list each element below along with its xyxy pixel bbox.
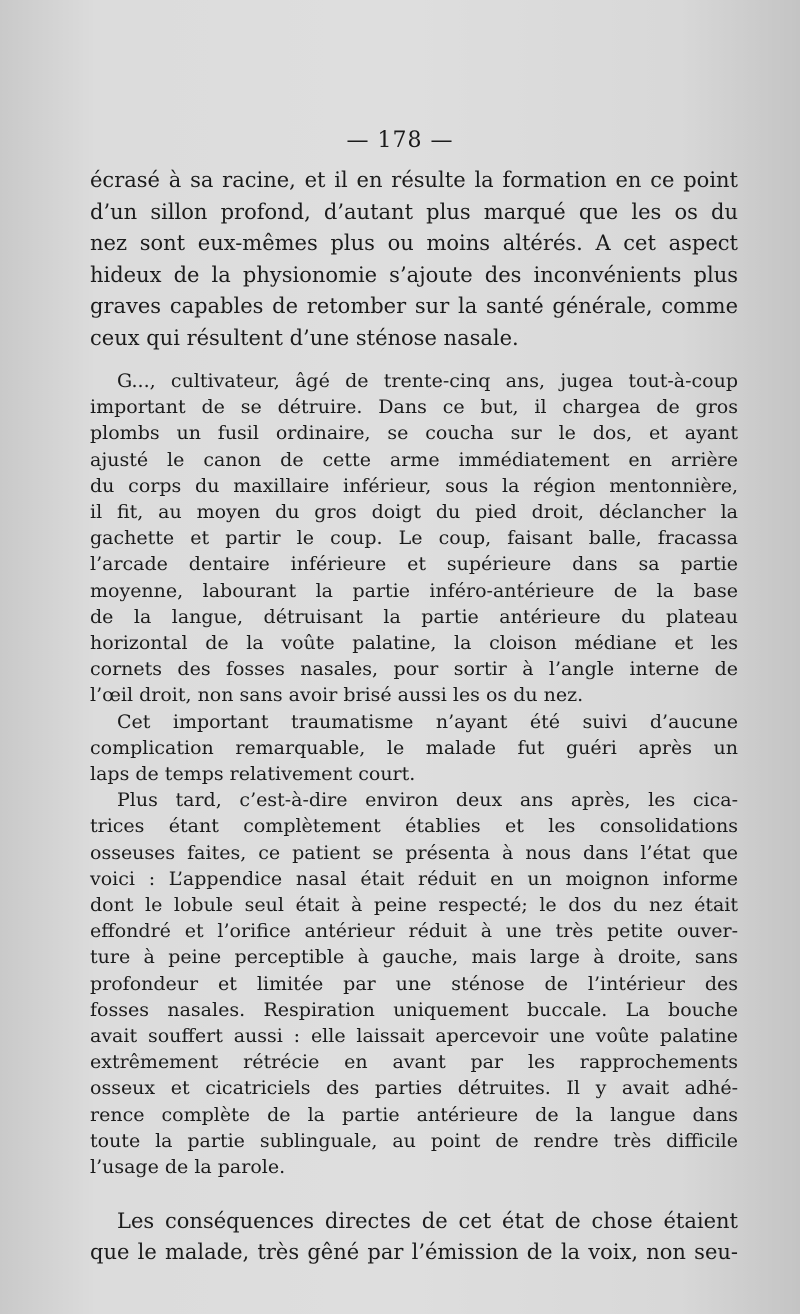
text-line: dont le lobule seul était à peine respecté; le dos du nez était (90, 894, 738, 917)
page-number: — 178 — (346, 128, 454, 153)
text-line: il fit, au moyen du gros doigt du pied droit, déclancher la (90, 501, 738, 524)
text-line: moyenne, labourant la partie inféro-antérieure de la base (90, 579, 738, 602)
text-line: ture à peine perceptible à gauche, mais large à droite, sans (90, 946, 738, 969)
text-line: complication remarquable, le malade fut guéri après un (90, 736, 738, 759)
text-line: effondré et l’orifice antérieur réduit à une très petite ouver- (90, 920, 738, 943)
paragraph-nasal-deformity (90, 165, 738, 354)
text-line: plombs un fusil ordinaire, se coucha sur le dos, et ayant (90, 422, 738, 445)
text-line: horizontal de la voûte palatine, la cloison médiane et les (90, 632, 738, 655)
text-line: important de se détruire. Dans ce but, il chargea de gros (90, 396, 738, 419)
text-line: que le malade, très gêné par l’émission de la voix, non seu- (90, 1240, 738, 1264)
text-line: trices étant complètement établies et les consolidations (90, 815, 738, 838)
text-line: l’œil droit, non sans avoir brisé aussi les os du nez. (90, 684, 584, 707)
text-line: cornets des fosses nasales, pour sortir à l’angle interne de (90, 658, 738, 681)
case-report (90, 368, 738, 1180)
text-line: du corps du maxillaire inférieur, sous la région mentonnière, (90, 474, 738, 497)
text-line: Les conséquences directes de cet état de chose étaient (117, 1209, 738, 1233)
text-line: extrêmement rétrécie en avant par les rapprochements (90, 1051, 738, 1074)
text-line: de la langue, détruisant la partie antérieure du plateau (90, 605, 738, 628)
text-line: graves capables de retomber sur la santé générale, comme (90, 294, 738, 318)
text-line: hideux de la physionomie s’ajoute des inconvénients plus (90, 262, 738, 287)
text-line: gachette et partir le coup. Le coup, faisant balle, fracassa (90, 527, 738, 550)
text-line: d’un sillon profond, d’autant plus marqué que les os du (90, 199, 738, 224)
text-line: nez sont eux-mêmes plus ou moins altérés. A cet aspect (90, 231, 738, 255)
text-line: osseux et cicatriciels des parties détruites. Il y avait adhé- (90, 1077, 738, 1100)
text-line: fosses nasales. Respiration uniquement buccale. La bouche (90, 998, 738, 1021)
text-line: profondeur et limitée par une sténose de l’intérieur des (90, 972, 738, 995)
paragraph-consequences (90, 1206, 738, 1268)
text-line: écrasé à sa racine, et il en résulte la formation en ce point (90, 168, 738, 192)
text-line: l’usage de la parole. (90, 1156, 286, 1179)
text-line: osseuses faites, ce patient se présenta à nous dans l’état que (90, 841, 738, 864)
text-line: laps de temps relativement court. (90, 763, 416, 786)
text-line: rence complète de la partie antérieure de la langue dans (90, 1103, 738, 1126)
text-line: Plus tard, c’est-à-dire environ deux ans après, les cica- (117, 789, 738, 812)
text-line: avait souffert aussi : elle laissait apercevoir une voûte palatine (90, 1025, 738, 1048)
text-line: voici : L’appendice nasal était réduit en un moignon informe (90, 867, 738, 890)
text-line: G..., cultivateur, âgé de trente-cinq ans, jugea tout-à-coup (117, 370, 738, 392)
text-line: ceux qui résultent d’une sténose nasale. (90, 325, 519, 350)
text-line: Cet important traumatisme n’ayant été suivi d’aucune (117, 710, 738, 733)
text-line: l’arcade dentaire inférieure et supérieure dans sa partie (90, 553, 738, 576)
text-line: ajusté le canon de cette arme immédiatement en arrière (90, 448, 738, 471)
text-line: toute la partie sublinguale, au point de rendre très difficile (90, 1129, 738, 1152)
